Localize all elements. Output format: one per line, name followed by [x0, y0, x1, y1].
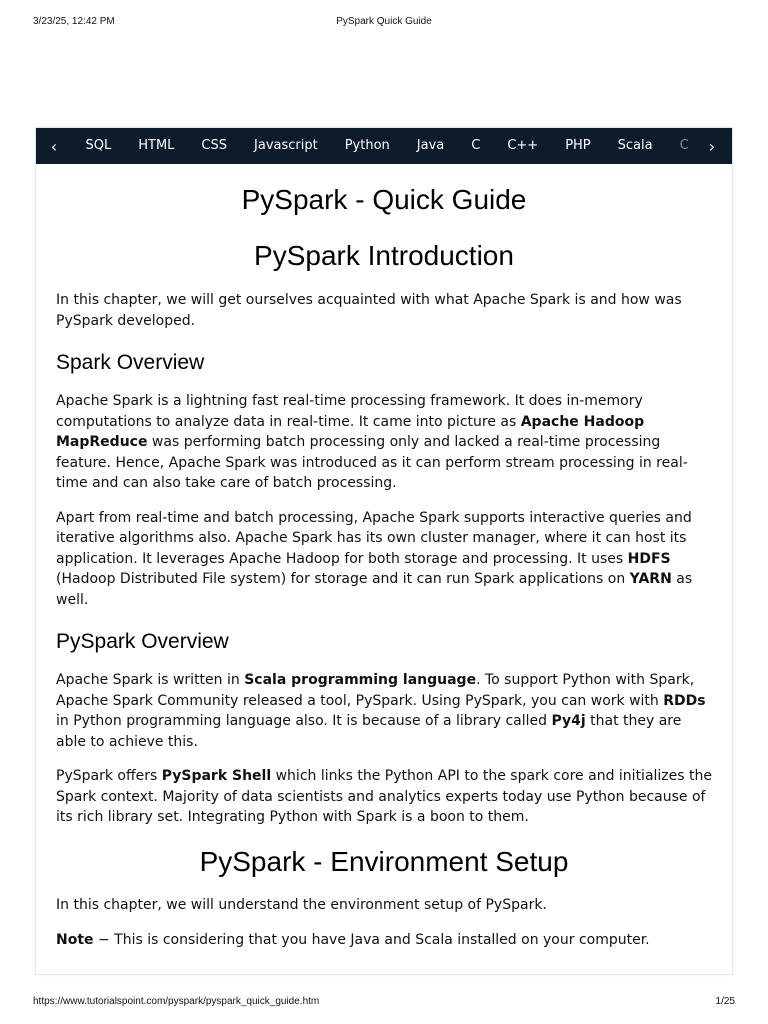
- nav-item-sql[interactable]: SQL: [85, 138, 112, 153]
- text-run: in Python programming language also. It is because of a library called: [56, 713, 552, 729]
- nav-item-python[interactable]: Python: [344, 138, 390, 153]
- section-heading-introduction: PySpark Introduction: [254, 240, 514, 271]
- text-run: Apache Spark is written in: [56, 672, 245, 688]
- text-run: − This is considering that you have Java and Scala installed on your computer.: [93, 932, 650, 948]
- section-heading-environment-setup: PySpark - Environment Setup: [199, 845, 569, 877]
- subheading-spark-overview: Spark Overview: [56, 351, 205, 374]
- chevron-right-icon[interactable]: ›: [698, 128, 726, 164]
- nav-item-scala[interactable]: Scala: [617, 138, 653, 153]
- text-run: Apart from real-time and batch processing, Apache Spark supports interactive queries and iterative algorithms also. Apache Spark has its own cluster manager, where it can host its application. It leverages Apache Hadoop for both storage and processing. It uses: [56, 509, 692, 567]
- print-doc-title: PySpark Quick Guide: [336, 16, 432, 27]
- page-title: PySpark - Quick Guide: [241, 184, 527, 215]
- spark-overview-paragraph-1: [56, 391, 712, 494]
- bold-term: Scala programming language: [244, 672, 477, 688]
- text-run: which links the Python API to the spark core and initializes the Spark context. Majority of data scientists and analytics experts today use Python because of its rich library set. Integrating Python with Spark is a boon to them.: [56, 768, 712, 825]
- language-nav-bar: [36, 128, 732, 164]
- nav-item-javascript[interactable]: Javascript: [254, 138, 318, 153]
- nav-item-cpp[interactable]: C++: [507, 138, 539, 153]
- environment-paragraph: In this chapter, we will understand the environment setup of PySpark.: [56, 896, 547, 913]
- spark-overview-paragraph-2: [56, 508, 712, 611]
- nav-item-c[interactable]: C: [471, 138, 481, 153]
- chevron-left-icon[interactable]: ‹: [50, 136, 58, 156]
- pyspark-overview-paragraph-1: [56, 670, 712, 752]
- note-paragraph: [56, 930, 712, 951]
- nav-item-html[interactable]: HTML: [138, 138, 175, 153]
- bold-term: RDDs: [663, 692, 706, 709]
- nav-item-java[interactable]: Java: [416, 138, 445, 153]
- text-run: that they are able to achieve this.: [56, 713, 682, 750]
- bold-term: HDFS: [627, 550, 671, 567]
- nav-item-php[interactable]: PHP: [565, 138, 591, 153]
- text-run: as well.: [56, 571, 693, 608]
- text-run: PySpark offers: [56, 768, 162, 784]
- print-datetime: 3/23/25, 12:42 PM: [33, 16, 115, 27]
- bold-term: PySpark Shell: [161, 768, 272, 784]
- print-header: [33, 16, 735, 30]
- text-run: Apache Spark is a lightning fast real-time processing framework. It does in-memory computations to analyze data in real-time. It came into picture as: [56, 393, 643, 430]
- subheading-pyspark-overview: PySpark Overview: [56, 630, 229, 653]
- article-content: [56, 164, 712, 951]
- text-run: (Hadoop Distributed File system) for storage and it can run Spark applications on: [56, 571, 630, 587]
- bold-term: YARN: [629, 571, 672, 587]
- text-run: was performing batch processing only and lacked a real-time processing feature. Hence, Apache Spark was introduced as it can perform stream processing in real-time and can also take care of batch processing.: [56, 434, 688, 491]
- nav-item-css[interactable]: CSS: [201, 138, 228, 153]
- language-nav-items: [72, 128, 696, 164]
- nav-item-c-partial[interactable]: C: [679, 138, 689, 153]
- pyspark-overview-paragraph-2: [56, 766, 712, 828]
- print-page-number: 1/25: [715, 996, 735, 1007]
- intro-paragraph: In this chapter, we will get ourselves acquainted with what Apache Spark is and how was PySpark developed.: [56, 292, 682, 329]
- print-url: https://www.tutorialspoint.com/pyspark/pyspark_quick_guide.htm: [33, 996, 320, 1007]
- note-label: Note: [56, 932, 94, 948]
- bold-term: Apache Hadoop MapReduce: [56, 413, 645, 450]
- page-content-frame: [36, 128, 732, 974]
- bold-term: Py4j: [551, 713, 586, 729]
- print-footer: [33, 996, 735, 1010]
- text-run: . To support Python with Spark, Apache Spark Community released a tool, PySpark. Using PySpark, you can work with: [56, 672, 695, 709]
